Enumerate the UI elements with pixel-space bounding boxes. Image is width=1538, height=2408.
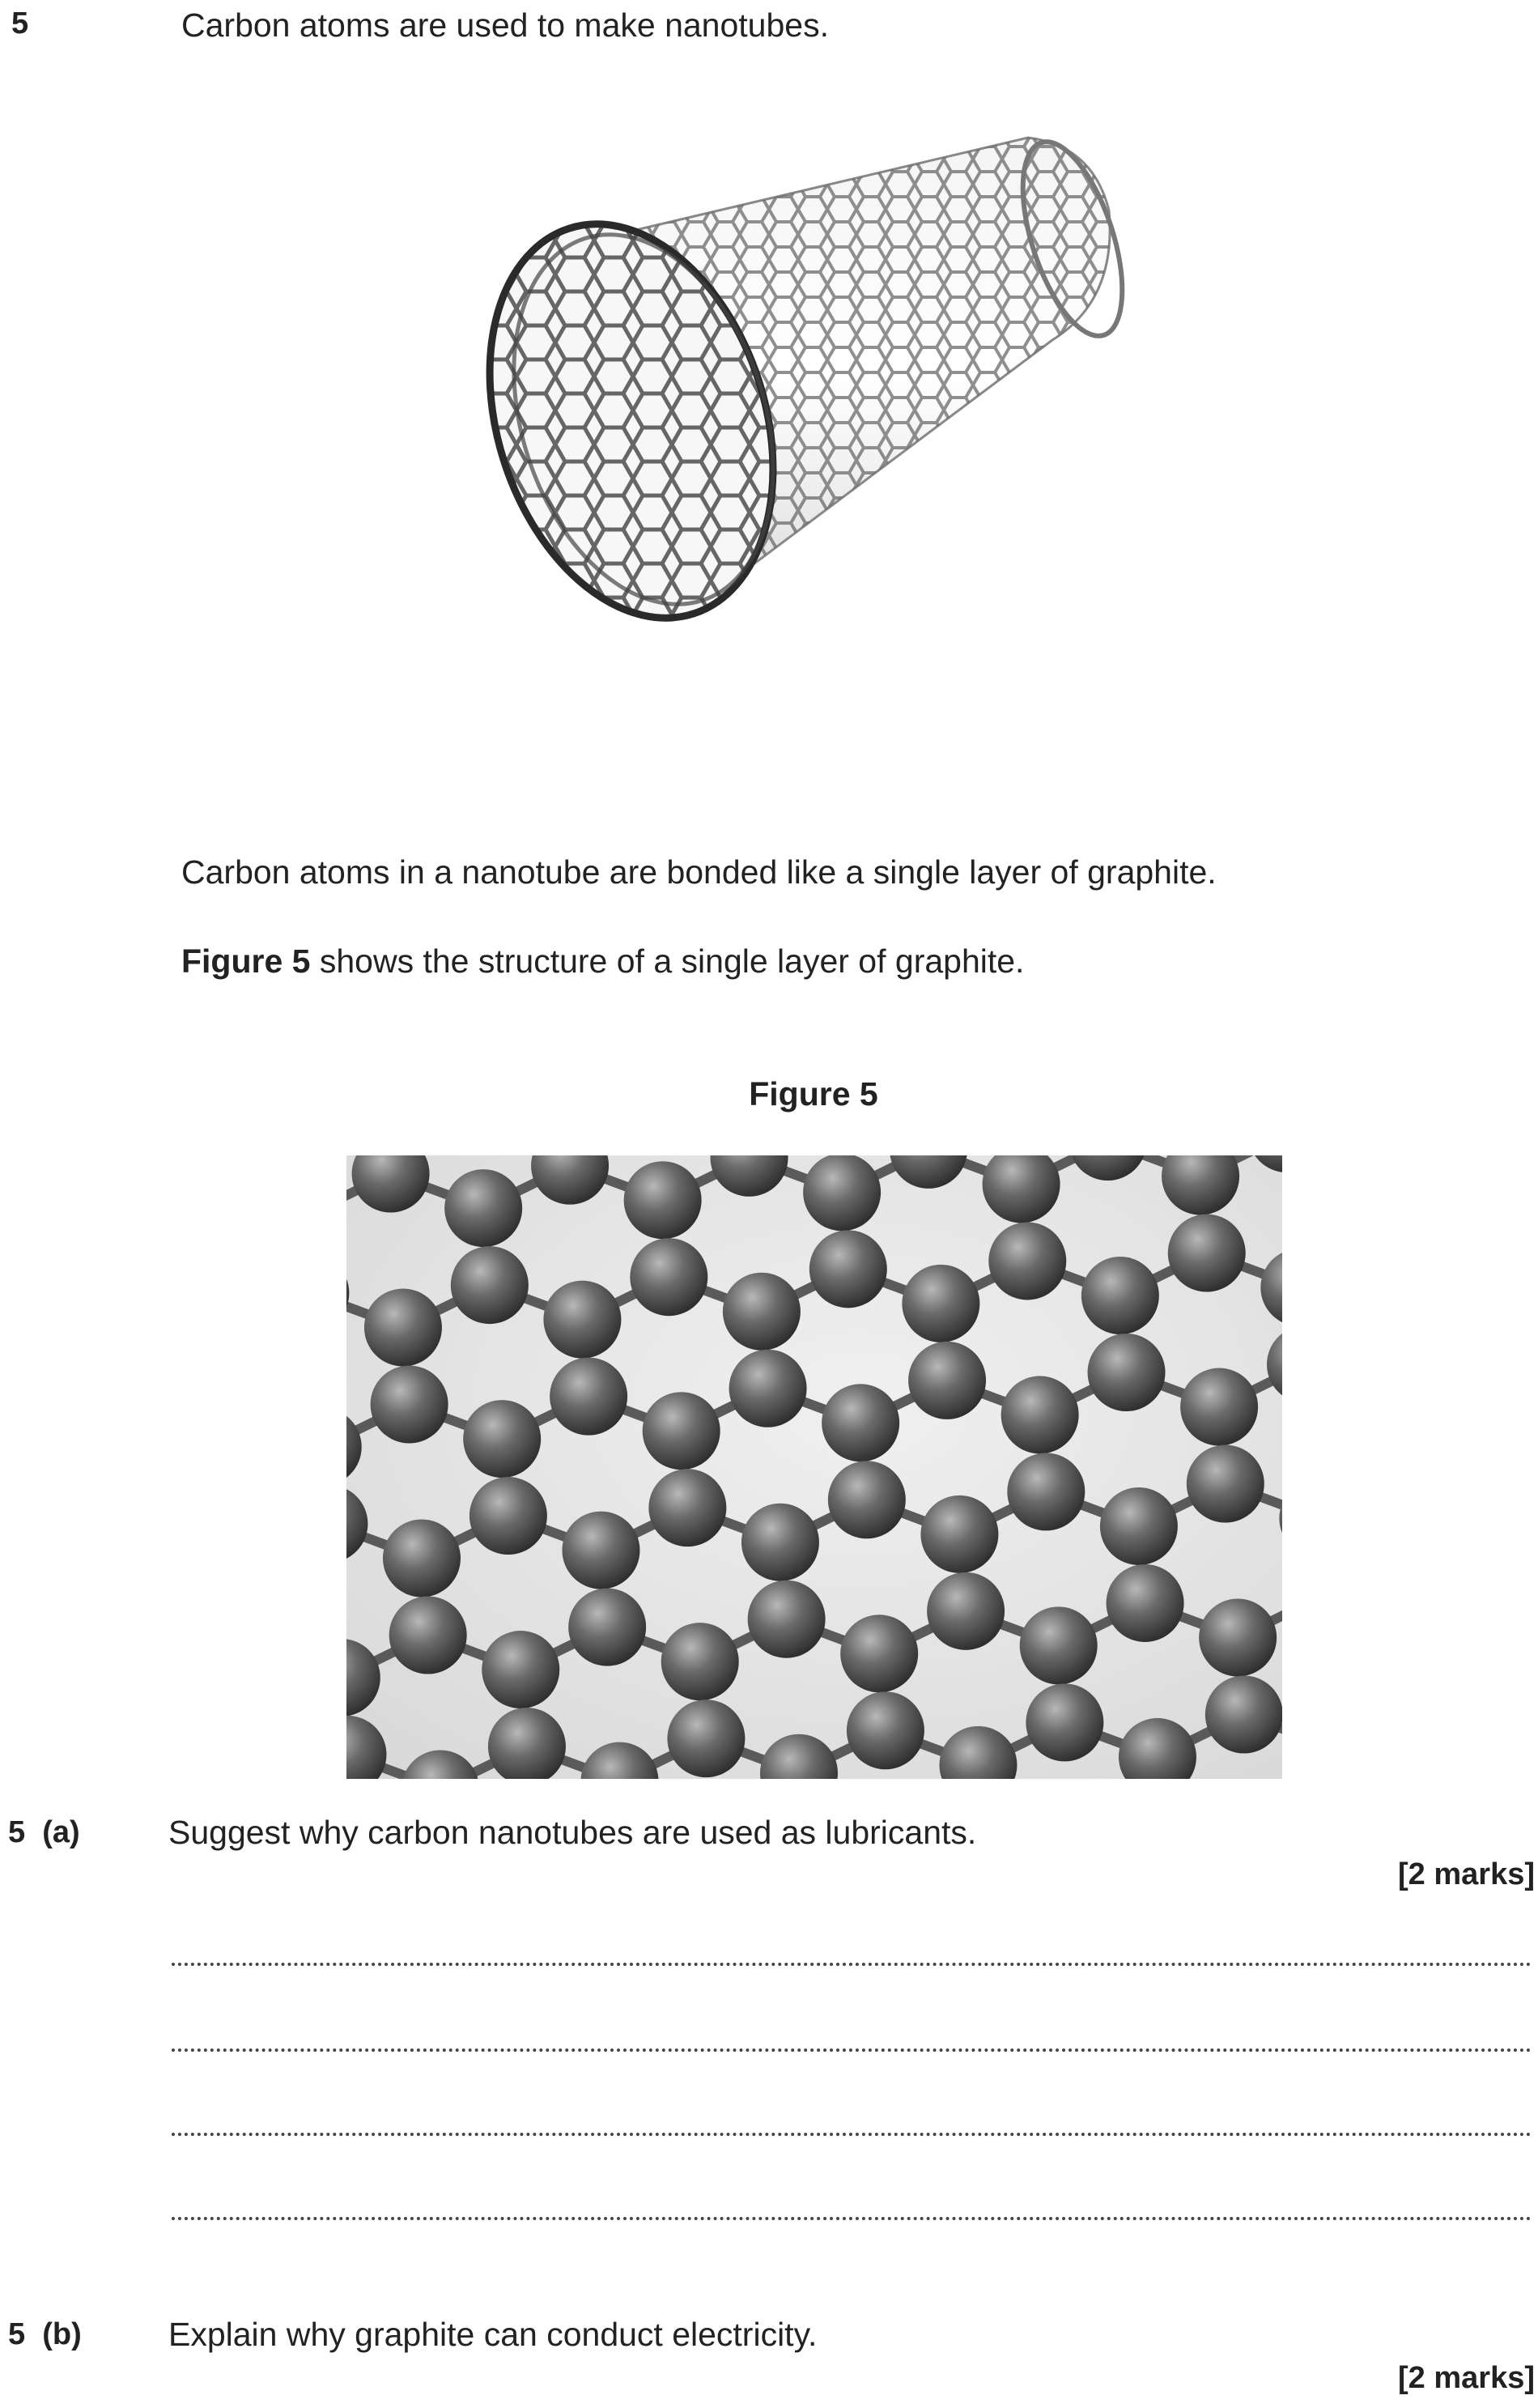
carbon-atom <box>451 1246 529 1324</box>
carbon-atom <box>1180 1368 1258 1446</box>
carbon-atom <box>643 1392 720 1470</box>
carbon-atom <box>482 1631 559 1708</box>
carbon-atom <box>803 1155 881 1231</box>
carbon-atom <box>661 1623 739 1700</box>
part-a-question: Suggest why carbon nanotubes are used as lubricants. <box>168 1814 977 1851</box>
carbon-atom <box>741 1504 819 1581</box>
carbon-atom <box>748 1581 826 1658</box>
part-a-label: 5 (a) <box>8 1815 80 1849</box>
answer-line-1[interactable] <box>172 1963 1532 1966</box>
carbon-atom <box>648 1469 726 1546</box>
carbon-atom <box>723 1273 801 1351</box>
carbon-atom <box>444 1169 522 1247</box>
carbon-atom <box>840 1615 918 1692</box>
paragraph-figure-reference <box>181 941 1024 981</box>
nanotube-illustration <box>478 121 1166 664</box>
carbon-atom <box>550 1358 627 1436</box>
carbon-atom <box>902 1265 979 1342</box>
answer-line-3[interactable] <box>172 2133 1532 2136</box>
carbon-atom <box>1168 1215 1246 1292</box>
carbon-atom <box>847 1691 924 1769</box>
answer-line-4[interactable] <box>172 2217 1532 2220</box>
question-number: 5 <box>11 6 29 40</box>
part-b-question: Explain why graphite can conduct electricity. <box>168 2316 818 2353</box>
carbon-atom <box>1020 1606 1098 1684</box>
carbon-atom <box>809 1230 887 1308</box>
carbon-atom <box>543 1281 621 1359</box>
carbon-atom <box>630 1238 707 1316</box>
carbon-atom <box>1107 1564 1184 1642</box>
carbon-atom <box>364 1289 442 1367</box>
carbon-atom <box>568 1589 646 1666</box>
carbon-atom <box>469 1477 547 1555</box>
carbon-atom <box>908 1342 986 1419</box>
carbon-atom <box>383 1519 461 1597</box>
carbon-atom <box>1026 1683 1103 1761</box>
carbon-atom <box>667 1700 745 1777</box>
carbon-atom <box>371 1366 448 1444</box>
carbon-atom <box>1205 1675 1282 1753</box>
carbon-atom <box>1088 1334 1166 1411</box>
carbon-atom <box>562 1512 639 1589</box>
question-intro: Carbon atoms are used to make nanotubes. <box>181 6 829 44</box>
figure-caption: Figure 5 <box>749 1075 878 1113</box>
answer-line-2[interactable] <box>172 2049 1532 2052</box>
carbon-atom <box>1100 1487 1178 1565</box>
carbon-atom <box>927 1572 1005 1650</box>
figure-reference-rest: shows the structure of a single layer of graphite. <box>310 942 1025 980</box>
carbon-atom <box>1007 1453 1085 1530</box>
paragraph-graphite-layer: Carbon atoms in a nanotube are bonded like a single layer of graphite. <box>181 853 1217 891</box>
carbon-atom <box>463 1400 541 1478</box>
graphite-structure <box>346 1155 1282 1779</box>
carbon-atom <box>828 1461 906 1538</box>
part-a-marks: [2 marks] <box>1398 1857 1535 1891</box>
carbon-atom <box>624 1161 702 1239</box>
part-b-label: 5 (b) <box>8 2317 82 2351</box>
carbon-atom <box>729 1350 807 1427</box>
carbon-atom <box>1187 1445 1264 1523</box>
graphite-figure <box>346 1155 1282 1779</box>
carbon-atom <box>920 1495 998 1573</box>
part-b-marks: [2 marks] <box>1398 2361 1535 2395</box>
carbon-atom <box>1199 1599 1277 1677</box>
carbon-atom <box>1001 1376 1079 1453</box>
figure-reference-bold: Figure 5 <box>181 942 311 980</box>
carbon-atom <box>389 1596 467 1674</box>
carbon-atom <box>822 1384 899 1461</box>
carbon-atom <box>1081 1257 1159 1334</box>
carbon-atom <box>988 1222 1066 1300</box>
